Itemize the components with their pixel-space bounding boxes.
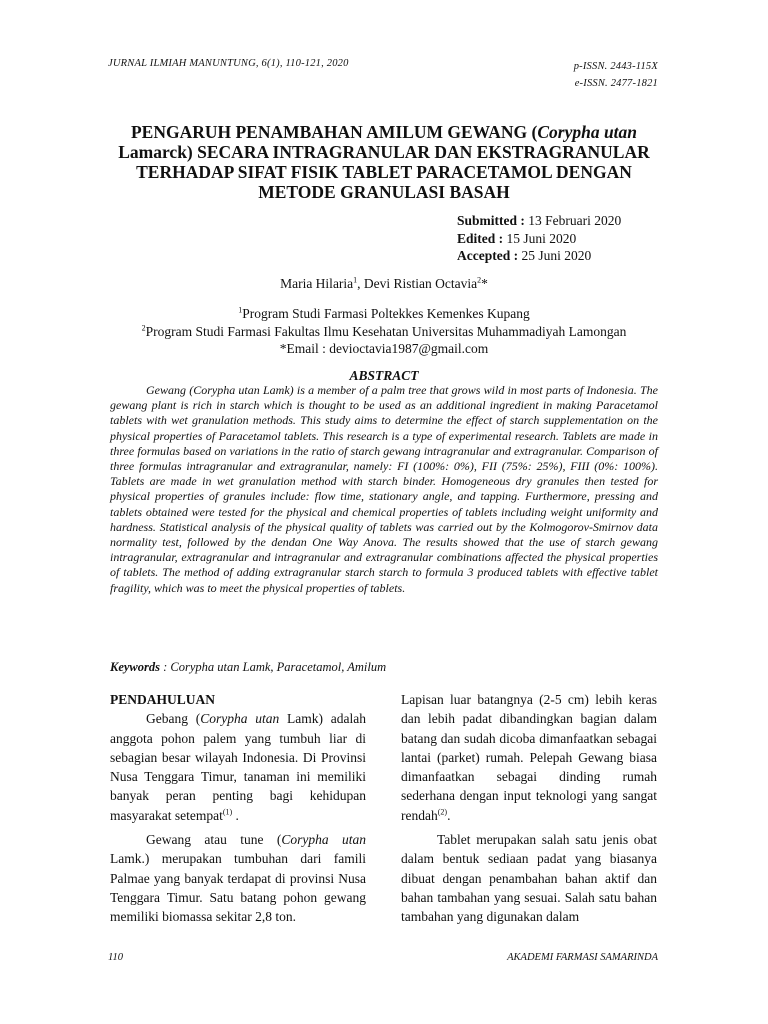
article-title (100, 122, 668, 202)
intro-paragraph-1 (110, 709, 366, 825)
edited-line (457, 230, 621, 248)
left-column (110, 690, 366, 927)
journal-header: JURNAL ILMIAH MANUNTUNG, 6(1), 110-121, 2020 (108, 58, 349, 69)
affiliations (100, 305, 668, 358)
submitted-label: Submitted : (457, 213, 525, 228)
abstract-heading: ABSTRACT (349, 368, 419, 383)
affiliation-2-text: Program Studi Farmasi Fakultas Ilmu Kesehatan Universitas Muhammadiyah Lamongan (145, 323, 627, 339)
right-paragraph-1 (401, 690, 657, 825)
right-paragraph-2: Tablet merupakan salah satu jenis obat dalam bentuk sediaan padat yang biasanya dibuat dengan penambahan bahan aktif dan bahan tambahan yang sesuai. Salah satu bahan tambahan yang digunakan dalam (401, 832, 657, 925)
accepted-label: Accepted : (457, 248, 519, 263)
citation-2: (2) (437, 807, 448, 817)
p1-text-b: Lamk) adalah anggota pohon palem yang tumbuh liar di sebagian besar wilayah Indonesia. Di Provinsi Nusa Tenggara Timur, tanaman ini memiliki banyak peran penting bagi kehidupan masyarakat setempat (110, 711, 366, 823)
submitted-date: 13 Februari 2020 (524, 213, 622, 228)
edited-date: 15 Juni 2020 (503, 230, 577, 246)
affiliation-2-num: 2 (141, 323, 146, 332)
corresponding-mark: * (481, 276, 488, 291)
p1-species: Corypha utan (200, 711, 280, 727)
publisher-footer: AKADEMI FARMASI SAMARINDA (507, 952, 658, 963)
e-issn: e-ISSN. 2477-1821 (574, 78, 658, 89)
author-1-affil: 1 (353, 275, 358, 285)
section-heading: PENDAHULUAN (110, 692, 216, 707)
affiliation-2 (100, 323, 668, 341)
affiliation-1-text: Program Studi Farmasi Poltekkes Kemenkes Kupang (242, 306, 530, 321)
keywords-line (110, 660, 386, 675)
p2-species: Corypha utan (281, 832, 366, 848)
intro-paragraph-2 (110, 830, 366, 926)
p2-text-a: Gewang atau tune ( (146, 832, 282, 848)
citation-1: (1) (222, 807, 233, 817)
page-number: 110 (108, 952, 123, 963)
p2-text-b: Lamk.) merupakan tumbuhan dari famili Palmae yang banyak terdapat di provinsi Nusa Tenggara Timur. Satu batang pohon gewang memiliki biomassa sekitar 2,8 ton. (110, 851, 366, 925)
p1-end: . (232, 807, 239, 823)
affiliation-1 (100, 305, 668, 323)
affiliation-1-num: 1 (238, 305, 243, 315)
p1-text-a: Gebang ( (146, 711, 201, 727)
author-sep: , (357, 276, 364, 291)
corresponding-email: *Email : devioctavia1987@gmail.com (279, 341, 489, 356)
keywords-label: Keywords (110, 660, 160, 674)
accepted-date: 25 Juni 2020 (518, 248, 592, 263)
author-list (100, 276, 668, 292)
title-part1: PENGARUH PENAMBAHAN AMILUM GEWANG ( (130, 122, 538, 142)
edited-label: Edited : (457, 230, 504, 246)
abstract-body: Gewang (Corypha utan Lamk) is a member of a palm tree that grows wild in most parts of Indonesia. The gewang plant is rich in starch which is thought to be used as an additional ingredient in making Paracetamol tablets with wet granulation methods. This study aims to determine the effect of starch supplementation on the physical properties of Paracetamol tablets. This research is a type of experimental research. Tablets are made in three formulas based on variations in the ratio of starch gewang intragranular and extragranular. Comparison of three formulas intragranular and extragranular, namely: FI (100%: 0%), FII (75%: 25%), FIII (0%: 100%). Tablets are made in wet granulation method with starch binder. Homogeneous dry granules then tested for physical properties of granules include: flow time, stationary angle, and tapping. Furthermore, pressing and tablets obtained were tested for the physical and chemical properties of tablets including weight uniformity and hardness. Statistical analysis of the physical quality of tablets was carried out by the Kolmogorov-Smirnov data normality test, followed by the dendan One Way Anova. The results showed that the use of starch gewang intragranular, extragranular and intragranular and extragranular combinations affected the physical properties of tablets. The method of adding extragranular starch starch to formula 3 produced tablets with effective tablet fragility, which was to meet the physical properties of tablets. (110, 383, 658, 595)
author-2-affil: 2 (477, 275, 482, 285)
rp1-end: . (447, 807, 451, 823)
accepted-line (457, 247, 621, 265)
submission-dates (457, 212, 621, 265)
author-1: Maria Hilaria (280, 276, 354, 291)
title-part2: Lamarck) SECARA INTRAGRANULAR DAN EKSTRAGRANULAR TERHADAP SIFAT FISIK TABLET PARACETAMOL DENGAN METODE GRANULASI BASAH (118, 142, 650, 202)
p-issn: p-ISSN. 2443-115X (573, 61, 658, 72)
author-2: Devi Ristian Octavia (363, 276, 478, 291)
right-column (401, 690, 657, 927)
keywords-text: : Corypha utan Lamk, Paracetamol, Amilum (160, 660, 387, 674)
issn-block (574, 58, 658, 92)
rp1-text: Lapisan luar batangnya (2-5 cm) lebih keras dan lebih padat dibandingkan bagian dalam batang dan sudah dicoba dimanfaatkan sebagai lantai (parket) rumah. Pelepah Gewang biasa dimanfaatkan sebagai dinding rumah sederhana dengan input teknologi yang sangat rendah (401, 692, 657, 823)
title-species: Corypha utan (537, 122, 638, 142)
submitted-line (457, 212, 621, 230)
